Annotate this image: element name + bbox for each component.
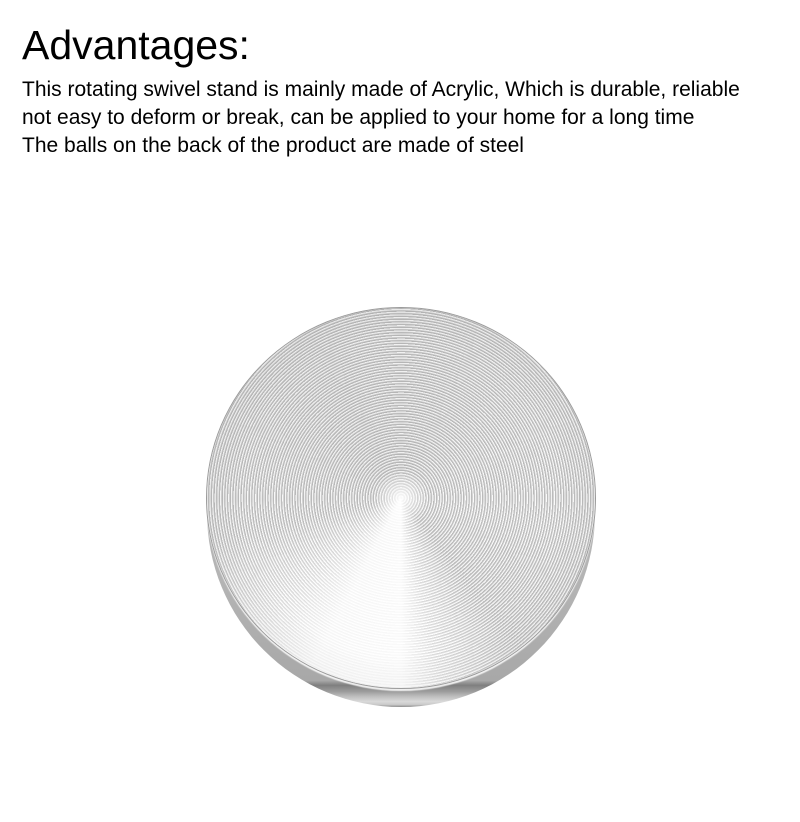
description-line: This rotating swivel stand is mainly made of Acrylic, Which is durable, reliable xyxy=(22,78,740,102)
description-line: not easy to deform or break, can be applied to your home for a long time xyxy=(22,106,695,130)
product-image xyxy=(206,307,596,707)
product-advantages-page xyxy=(0,22,800,160)
product-description xyxy=(22,76,800,160)
description-line: The balls on the back of the product are made of steel xyxy=(22,134,524,158)
disc-face xyxy=(206,307,596,689)
page-title: Advantages: xyxy=(22,22,250,68)
disc-light-reflection xyxy=(207,308,595,688)
